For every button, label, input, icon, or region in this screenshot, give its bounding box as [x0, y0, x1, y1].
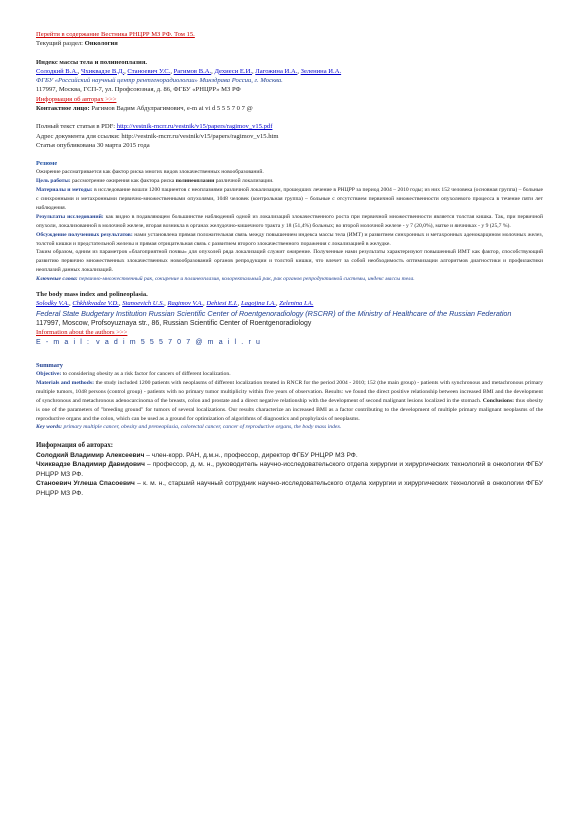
author-link[interactable]: Лагожина И.А. — [255, 67, 298, 75]
author-info-item — [36, 460, 543, 479]
author-link[interactable]: Chkhikvadze V.D. — [72, 300, 119, 308]
article-page — [36, 30, 543, 499]
aim-bold: полинеоплазии — [175, 178, 215, 185]
current-section — [36, 39, 543, 48]
resume-heading: Резюме — [36, 160, 58, 168]
resume-results — [36, 213, 543, 231]
authors-ru: Солодкий В.А., Чхиквадзе В.Д., Станоевич У.С., Рагимов В.А., Дехиеси Е.И., Лагожина И.А., Зеленина И.А. — [36, 67, 342, 75]
section-value: Онкология — [84, 40, 118, 48]
authors-en: Solodky V.A., Chkhikvadze V.D., Stanoevich U.S., Ragimov V.A., Dehiesi E.I., Lagojina I.A., Zelenina I.A. — [36, 300, 314, 308]
summary-objective — [36, 370, 543, 379]
contact-value: Рагимов Вадим Абдулрагимович, e-m ai vi d 5 5 5 7 0 7 @ — [91, 105, 253, 113]
resume-intro: Ожирение рассматривается как фактор риска многих видов злокачественных новообразований. — [36, 169, 264, 176]
summary-methods — [36, 379, 543, 424]
article-title-en: The body mass index and polineoplasia. — [36, 291, 148, 299]
contact-label: Контактное лицо: — [36, 105, 90, 113]
author-desc: – к. м. н., старший научный сотрудник научно-исследовательского отдела хирургии и хирургических технологий в онкологии ФГБУ РНЦРР МЗ РФ. — [36, 480, 543, 498]
conclusions-text: thus obesity is one of the parameters of "breeding ground" for tumors of several localizations. Our results characterize an increased BMI as a factor contributing to the development of multiple primary malignant neoplasms of the reproductive organs and the colon, which can be used as a ground for optimization of algorithms of diagnostics and prophylaxis of neoplasms. — [36, 397, 544, 422]
conclusions-label: Conclusions: — [482, 397, 515, 404]
author-desc: – профессор, д. м. н., руководитель научно-исследовательского отдела хирургии и хирургических технологий в онкологии ФГБУ РНЦРР МЗ РФ. — [36, 461, 543, 478]
aim-text: рассмотрение ожирения как фактора риска — [72, 178, 175, 185]
author-link[interactable]: Zelenina I.A. — [279, 300, 314, 308]
summary-keywords — [36, 423, 543, 432]
author-link[interactable]: Солодкий В.А. — [36, 67, 78, 75]
objective-text: to considering obesity as a risk factor for cancers of different localization. — [62, 371, 231, 378]
contact-row — [36, 104, 543, 113]
section-label: Текущий раздел: — [36, 40, 84, 48]
authors-info-heading: Информация об авторах: — [36, 442, 114, 450]
author-link[interactable]: Станоевич У.С. — [127, 67, 171, 75]
methods-text: в исследование вошли 1200 пациентов с неоплазиями различной локализации, прошедших лечение в РНЦРР за период 2004 – 2010 годы; из них 152 человека (основная группа) – больные с синхронными и метахронными первично-множественными опухолями, 1048 человек (контрольная группа) – больные с отсутствием первичной множественности опухолевого процесса в течение пяти лет наблюдения. — [36, 187, 544, 211]
author-link[interactable]: Stanoevich U.S. — [122, 300, 165, 308]
keywords-text: первично-множественный рак, ожирение и полинеоплазия, колоректальный рак, рак органов репродуктивной системы, индекс массы тела. — [79, 276, 415, 283]
author-link[interactable]: Dehiesi E.I. — [206, 300, 238, 308]
organization-ru: ФГБУ «Российский научный центр рентгенорадиологии» Минздрава России, г. Москва. — [36, 77, 283, 85]
ref-url: http://vestnik-rncrr.ru/vestnik/v15/papers/ragimov_v15.htm — [121, 132, 279, 140]
pdf-link[interactable]: http://vestnik-rncrr.ru/vestnik/v15/papers/ragimov_v15.pdf — [116, 123, 273, 131]
organization-en: Federal State Budgetary Institution Russian Scientific Center of Roentgenoradiology (RSCRR) of the Ministry of Healthcare of the Russian Federation — [36, 308, 512, 318]
author-info-item — [36, 479, 543, 498]
summary-methods-text: the study included 1200 patients with neoplasms of different localization treated in RNCR for the period 2004 - 2010; 152 (the main group) - patients with synchronous and metachronous primary multiple tumors, 1048 persons (control group) - patients with no primary tumor multiplicity within five years of observation. Results: we found the direct positive relationship between increased BMI and the development of synchronous and metachronous adenocarcinoma of the breasts, colon and prostate and a direct negative relationship with the development of second malignant lesions localized in the stomach. — [36, 379, 544, 404]
resume-conclusion: Таким образом, одним из параметров «благоприятной почвы» для опухолей ряда локализаций служит ожирение. Полученные нами результаты характеризуют повышенный ИМТ как фактор, способствующий развитию первично множественных злокачественных новообразований органов репродукции и толстой кишки, что влечет за собой необходимость оптимизации алгоритмов диагностики и профилактики неоплазий данных локализаций. — [36, 249, 543, 274]
authors-info-link-ru[interactable]: Информация об авторах >>> — [36, 95, 117, 103]
ref-row — [36, 132, 543, 141]
discussion-label: Обсуждение полученных результатов: — [36, 231, 133, 238]
pdf-label: Полный текст статьи в PDF: — [36, 123, 116, 131]
summary-methods-label: Materials and methods: — [36, 379, 95, 386]
email-value: vadim555707@mail.ru — [96, 338, 266, 346]
author-name: Чхиквадзе Владимир Давидович — [36, 461, 145, 469]
author-link[interactable]: Рагимов В.А. — [173, 67, 212, 75]
author-link[interactable]: Solodky V.A. — [36, 300, 70, 308]
results-text: как видно в подавляющем большинстве наблюдений одной из локализаций злокачественного роста при первичной множественности является толстая кишка. Так, при первичной опухоли, локализованной в молочной железе, вторая возникла в органах желудочно-кишечного тракта у 18 (51,4%) больных; во второй молочной железе - у 7 (20,0%), матке и яичниках - у 9 (25,7 %). — [36, 213, 543, 229]
aim-text-end: различной локализации. — [215, 178, 274, 185]
methods-label: Материалы и методы: — [36, 187, 93, 194]
aim-label: Цель работы: — [36, 178, 71, 185]
toc-link[interactable]: Перейти в содержание Вестника РНЦРР МЗ РФ. Том 15. — [36, 31, 195, 38]
summary-heading: Summary — [36, 362, 63, 370]
results-label: Результаты исследований: — [36, 213, 104, 220]
pdf-row — [36, 122, 543, 131]
resume-keywords — [36, 275, 543, 284]
article-title-ru: Индекс массы тела и полинеоплазия. — [36, 58, 148, 66]
author-link[interactable]: Lagojina I.A. — [240, 300, 276, 308]
author-name: Станоевич Углеша Спасоевич — [36, 480, 135, 488]
summary-keywords-label: Key words: — [36, 424, 63, 431]
email-row — [36, 338, 543, 347]
objective-label: Objective: — [36, 371, 62, 378]
author-link[interactable]: Чхиквадзе В.Д. — [81, 67, 125, 75]
email-label: E-mail: — [36, 338, 95, 346]
authors-info-link-en[interactable]: Information about the authors >>> — [36, 329, 128, 337]
ref-label: Адрес документа для ссылки: — [36, 132, 120, 140]
address-ru: 117997, Москва, ГСП-7, ул. Профсоюзная, д. 86, ФГБУ «РНЦРР» МЗ РФ — [36, 86, 241, 94]
address-en: 117997, Moscow, Profsoyuznaya str., 86, Russian Scientific Center of Roentgenoradiology — [36, 320, 312, 328]
author-info-item — [36, 451, 543, 461]
author-desc: – член-корр. РАН, д.м.н., профессор, директор ФГБУ РНЦРР МЗ РФ. — [144, 451, 358, 459]
author-link[interactable]: Ragimov V.A. — [167, 300, 204, 308]
resume-methods — [36, 186, 543, 213]
resume-aim — [36, 177, 543, 186]
toc-link-row — [36, 30, 543, 39]
published-date: Статья опубликована 30 марта 2015 года — [36, 141, 150, 149]
author-link[interactable]: Зеленина И.А. — [300, 67, 342, 75]
summary-keywords-text: primary multiple cancer, obesity and preneoplasia, colorectal cancer, cancer of reproductive organs, the body mass index. — [63, 424, 342, 431]
author-name: Солодкий Владимир Алексеевич — [36, 451, 145, 459]
author-link[interactable]: Дехиеси Е.И. — [214, 67, 252, 75]
resume-discussion — [36, 231, 543, 249]
discussion-text: нами установлена прямая положительная связь между повышением индекса массы тела (ИМТ) и развитием синхронных и метахронных аденокарцином молочных желез, толстой кишки и предстательной железы и прямая отрицательная связь с развитием второго злокачественного поражения с локализацией в желудке. — [36, 231, 544, 247]
keywords-label: Ключевые слова: — [36, 276, 78, 283]
